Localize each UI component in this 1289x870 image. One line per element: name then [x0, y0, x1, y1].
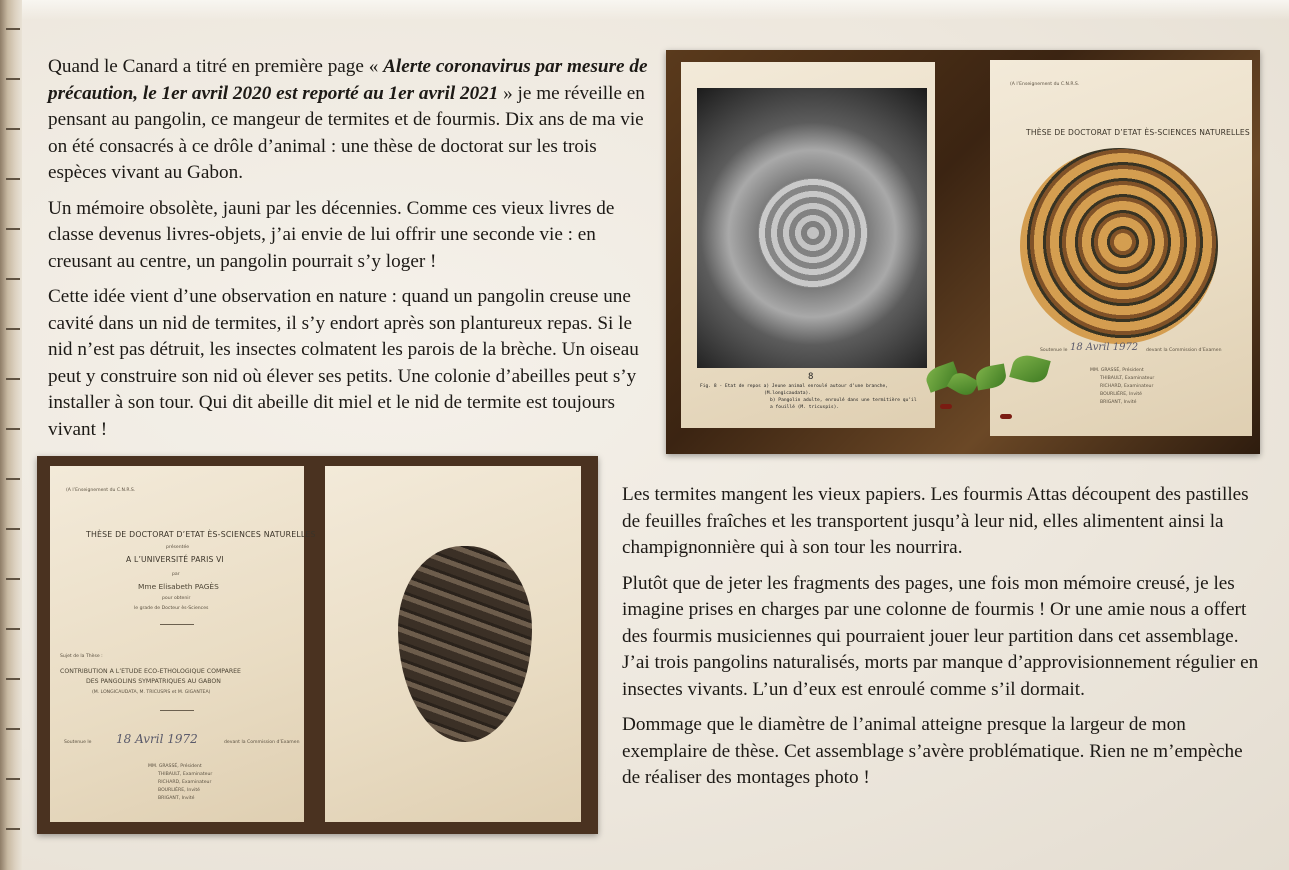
cover-by: par [172, 572, 180, 577]
page-top-shade [0, 0, 1289, 20]
divider [160, 710, 194, 711]
outro-paragraph-1: Les termites mangent les vieux papiers. Les fourmis Attas découpent des pastilles de feuilles fraîches et les transportent jusqu’à leur nid, elles alimentent ainsi la champignonnière qui à son tour les nourrira. [622, 484, 1249, 558]
cover-degree: le grade de Docteur ès-Sciences [134, 606, 209, 611]
cover-obtain: pour obtenir [162, 596, 191, 601]
jury-member: BRIGANT, Invité [158, 796, 195, 801]
stitch [6, 228, 20, 230]
intro-p1-lead: Quand le Canard a titré en première page « [48, 56, 384, 77]
stitch [6, 528, 20, 530]
jury-member: BRIGANT, Invité [1100, 400, 1137, 405]
intro-p1-rest: » je me réveille en pensant au pangolin, ce mangeur de termites et de fourmis. Dix ans de ma vie on été consacrés à ce drôle d’animal : une thèse de doctorat sur les trois espèces vivant au Gabon. [48, 82, 645, 183]
jury-member: THIBAULT, Examinateur [1100, 376, 1155, 381]
cover-subject: DES PANGOLINS SYMPATRIQUES AU GABON [86, 678, 221, 685]
intro-paragraph-1 [48, 54, 660, 187]
stitch [6, 578, 20, 580]
stitch [6, 828, 20, 830]
jury-member: BOURLIÈRE, Invité [1100, 392, 1142, 397]
stitch [6, 728, 20, 730]
cover-author: Mme Elisabeth PAGÈS [138, 582, 219, 591]
stitch [6, 428, 20, 430]
cover-defended: Soutenue le [64, 740, 92, 745]
curled-pangolin-bw [758, 178, 868, 288]
cover-date-top: 18 Avril 1972 [1070, 342, 1139, 353]
figure-number: 8 [808, 372, 814, 382]
cover-subject: (M. LONGICAUDATA, M. TRICUSPIS et M. GIGANTEA) [92, 690, 211, 695]
cover-subject-label: Sujet de la Thèse : [60, 654, 103, 659]
stitch [6, 278, 20, 280]
figure-caption-line: b) Pangolin adulte, enroulé dans une termitière qu’il [770, 398, 917, 403]
cover-jury-intro: devant la Commission d’Examen [224, 740, 300, 745]
cover-title-top: THÈSE DE DOCTORAT D’ETAT ÈS-SCIENCES NATURELLES [1026, 128, 1250, 137]
figure-caption-line: a fouillé (M. tricuspis). [770, 405, 840, 410]
cover-header: (A l’Enseignement du C.N.R.S. [66, 488, 136, 493]
figure-caption-line: Fig. 8 - Etat de repos a) Jeune animal enroulé autour d’une branche, [700, 384, 889, 389]
cover-header: (A l’Enseignement du C.N.R.S. [1010, 82, 1080, 87]
stitch [6, 28, 20, 30]
outro-paragraph-3: Dommage que le diamètre de l’animal atteigne presque la largeur de mon exemplaire de thèse. Cet assemblage s’avère problématique. Rien ne m’empèche de réaliser des montages photo ! [622, 714, 1243, 788]
jury-member: BOURLIÈRE, Invité [158, 788, 200, 793]
figure-caption-line: (M.longicaudata). [764, 391, 812, 396]
cover-jury-intro-top: devant la Commission d’Examen [1146, 348, 1222, 353]
stitch [6, 678, 20, 680]
outro-text [622, 482, 1262, 801]
ant-icon [1000, 414, 1012, 419]
jury-member: MM. GRASSÉ, Président [1090, 368, 1144, 373]
stitch [6, 378, 20, 380]
ant-icon [940, 404, 952, 409]
stitch [6, 478, 20, 480]
stitch [6, 78, 20, 80]
cover-presented: présentée [166, 545, 190, 550]
cover-subject: CONTRIBUTION A L’ETUDE ECO-ETHOLOGIQUE COMPAREE [60, 668, 241, 675]
jury-member: RICHARD, Examinateur [158, 780, 212, 785]
stitch [6, 178, 20, 180]
cover-university: A L’UNIVERSITÉ PARIS VI [126, 555, 224, 564]
stitch [6, 128, 20, 130]
divider [160, 624, 194, 625]
jury-member: MM. GRASSÉ, Président [148, 764, 202, 769]
jury-member: THIBAULT, Examinateur [158, 772, 213, 777]
cover-date: 18 Avril 1972 [116, 732, 198, 746]
stitch [6, 328, 20, 330]
intro-text [48, 54, 660, 452]
stitch [6, 628, 20, 630]
intro-paragraph-3: Cette idée vient d’une observation en nature : quand un pangolin creuse une cavité dans un nid de termites, il s’y endort après son plantureux repas. Si le nid n’est pas détruit, les insectes colmatent les parois de la brèche. Un oiseau peut y construire son nid où élever ses petits. Une colonie d’abeilles peut s’y installer à son tour. Qui dit abeille dit miel et le nid de termite est toujours vivant ! [48, 286, 639, 440]
outro-paragraph-2: Plutôt que de jeter les fragments des pages, une fois mon mémoire creusé, je les imagine prises en charges par une colonne de fourmis ! Or une amie nous a offert des fourmis musiciennes qui pourraient jouer leur partition dans cet assemblage. J’ai trois pangolins naturalisés, morts par manque d’approvisionnement régulier en insectes vivants. L’un d’eux est enroulé comme s’il dormait. [622, 572, 1259, 700]
pangolin-curled-color [1020, 148, 1218, 344]
canard-headline: Alerte coronavirus par mesure de précaution, le 1er avril 2020 est reporté au 1er avril 2021 [48, 56, 648, 104]
intro-paragraph-2: Un mémoire obsolète, jauni par les décennies. Comme ces vieux livres de classe devenus livres-objets, j’ai envie de lui offrir une seconde vie : en creusant au centre, un pangolin pourrait s’y loger ! [48, 197, 615, 272]
cover-defended-top: Soutenue le [1040, 348, 1068, 353]
cover-title: THÈSE DE DOCTORAT D’ETAT ÈS-SCIENCES NATURELLES [86, 530, 316, 539]
jury-member: RICHARD, Examinateur [1100, 384, 1154, 389]
stitch [6, 778, 20, 780]
book-binding [0, 0, 22, 870]
